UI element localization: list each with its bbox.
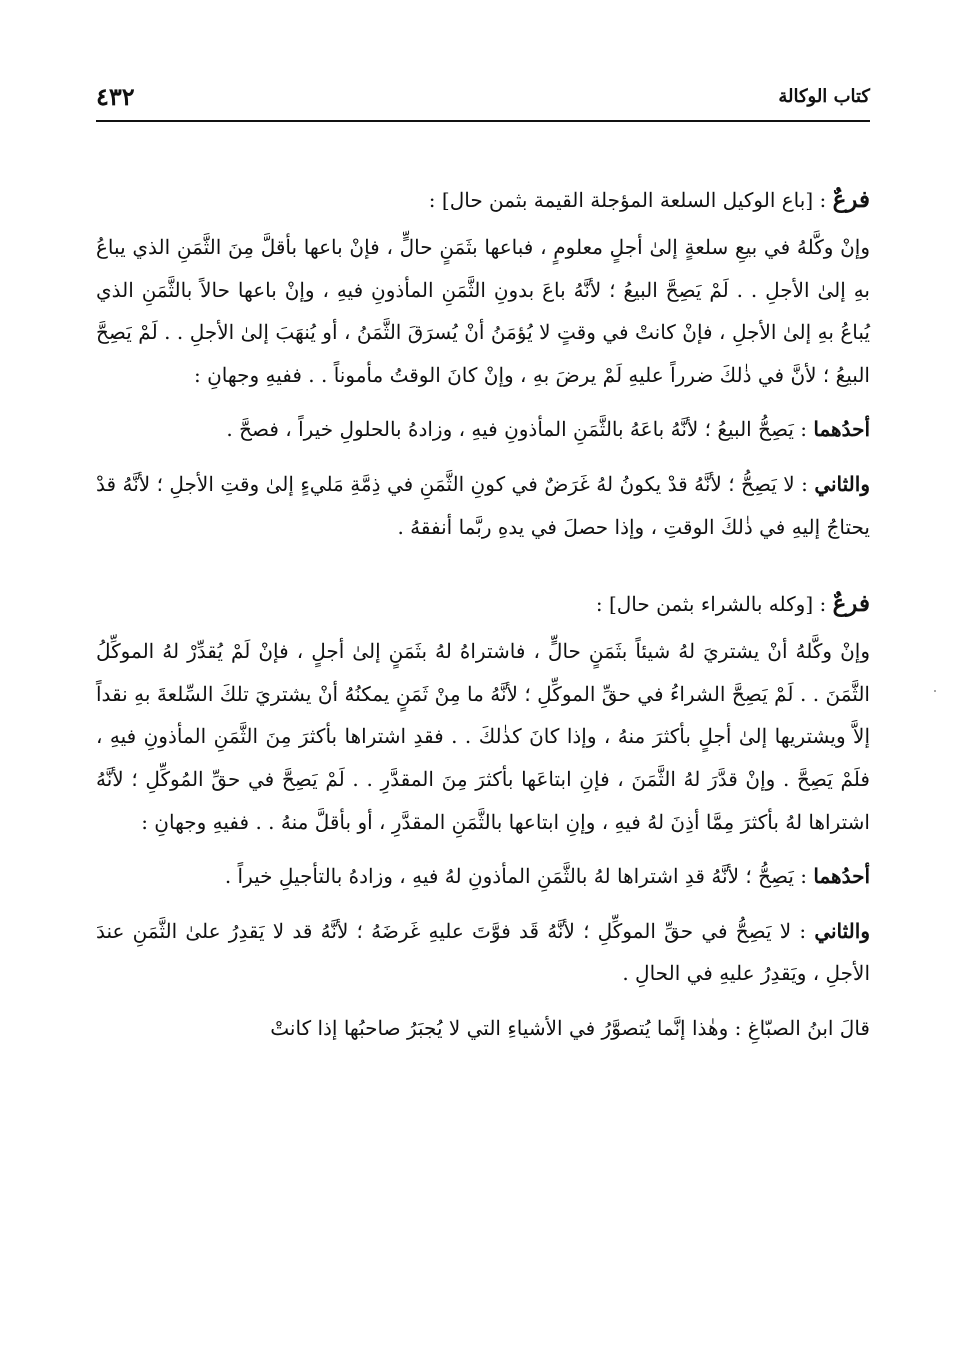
paragraph-text: وإنْ وكَّلهُ أنْ يشتريَ لهُ شيئاً بثَمَنٍ حالٍّ ، فاشتراهُ لهُ بثَمَنٍ إلىٰ أجلٍ ، فإنْ لَمْ يُقدِّرْ لهُ الموكِّلُ الثَّمَنَ . . لَمْ يَصِحَّ الشراءُ في حقِّ الموكِّلِ ؛ لأنَّهُ ما مِنْ ثَمَنٍ يمكنُهُ أنْ يشتريَ تلكَ السِّلعةَ بهِ نقداً إلاَّ ويشتريها إلىٰ أجلٍ بأكثرَ منهُ ، وإذا كانَ كذٰلكَ . . فقدِ اشتراها بأكثرَ مِنَ الثَّمَنِ المأذونِ فيهِ ، فلَمْ يَصِحَّ . وإنْ قدَّرَ لهُ الثَّمَنَ ، فإنِ ابتاعَها بأكثرَ مِنَ المقدَّرِ . . لَمْ يَصِحَّ في حقِّ المُوكِّلِ ؛ لأنَّهُ اشتراها لهُ بأكثرَ مِمَّا أذِنَ لهُ فيهِ ، وإنِ ابتاعها بالثَّمَنِ المقدَّرِ ، أو بأقلَّ منهُ . . ففيهِ وجهانِ : (96, 639, 871, 834)
paragraph-second-view (96, 910, 870, 995)
paragraph-first-view (96, 855, 870, 898)
page-number: ٤٣٢ (96, 82, 135, 111)
paragraph (96, 630, 870, 843)
paragraph-lead: أحدُهما (813, 864, 870, 889)
page-body (96, 180, 870, 1086)
paragraph-lead: والثاني (814, 471, 870, 496)
section-sale-deferred-goods (96, 180, 870, 548)
running-title: كتاب الوكالة (778, 86, 870, 107)
paragraph-text: : يَصِحُّ ؛ لأنَّهُ قدِ اشتراها لهُ بالثَّمَنِ المأذونِ لهُ فيهِ ، وزادهُ بالتأجيلِ خيراً . (224, 864, 814, 889)
section-purchase-spot-price (96, 584, 870, 1049)
book-page (96, 0, 870, 1364)
paragraph-text: : لا يَصِحُّ ؛ لأنَّهُ قدْ يكونُ لهُ غَرَضٌ في كونِ الثَّمَنِ في ذِمَّةِ مَليءٍ إلىٰ وقتِ الأجلِ ؛ لأنَّهُ قدْ يحتاجُ إليهِ في ذٰلكَ الوقتِ ، وإذا حصلَ في يدهِ ربَّما أنفقهُ . (96, 471, 870, 539)
paragraph-lead: والثاني (814, 918, 870, 943)
paragraph-quote (96, 1007, 870, 1050)
paragraph-second-view (96, 463, 870, 548)
section-heading (96, 584, 870, 624)
scan-speck (934, 690, 936, 692)
paragraph-text: وإنْ وكَّلهُ في بيعِ سلعةٍ إلىٰ أجلٍ معلومٍ ، فباعها بثَمَنٍ حالٍّ ، فإنْ باعها بأقلَّ مِنَ الثَّمَنِ الذي يباعُ بهِ إلىٰ الأجلِ . . لَمْ يَصِحَّ البيعُ ؛ لأنَّهُ باعَ بدونِ الثَّمَنِ المأذونِ فيهِ ، وإنْ باعها حالاً بالثَّمَنِ الذي يُباعُ بهِ إلىٰ الأجلِ ، فإنْ كانتْ في وقتٍ لا يُؤمَنُ أنْ يُسرَقَ الثَّمَنُ ، أو يُنهَبَ إلىٰ الأجلِ . . لَمْ يَصِحَّ البيعُ ؛ لأنَّ في ذٰلكَ ضرراً عليهِ لَمْ يرضَ بهِ ، وإنْ كانَ الوقتُ مأموناً . . ففيهِ وجهانِ : (96, 235, 870, 387)
section-heading-text: : [وكله بالشراء بثمن حال] : (595, 592, 833, 617)
paragraph-text: : يَصِحُّ البيعُ ؛ لأنَّهُ باعَهُ بالثَّمَنِ المأذونِ فيهِ ، وزادهُ بالحلولِ خيراً ، فصحَّ . (226, 417, 814, 442)
paragraph-text: قالَ ابنُ الصبّاغِ : وهٰذا إنَّما يُتصوَّرُ في الأشياءِ التي لا يُجبَرُ صاحبُها إذا كانتْ (270, 1015, 870, 1040)
section-heading-label: فرعٌ (832, 186, 870, 213)
paragraph (96, 226, 870, 396)
paragraph-text: : لا يَصِحُّ في حقِّ الموكِّلِ ؛ لأنَّهُ قَد فوَّتَ عليهِ غَرضَهُ ؛ لأنَّهُ قد لا يَقدِرُ علىٰ الثَّمَنِ عندَ الأجلِ ، ويَقدِرُ عليهِ في الحالِ . (96, 918, 870, 986)
section-heading-label: فرعٌ (832, 590, 870, 618)
paragraph-lead: أحدُهما (813, 417, 870, 442)
page-header (96, 80, 870, 122)
section-heading (96, 180, 870, 220)
paragraph-first-view (96, 408, 870, 451)
section-heading-text: : [باع الوكيل السلعة المؤجلة القيمة بثمن حال] : (428, 188, 833, 212)
